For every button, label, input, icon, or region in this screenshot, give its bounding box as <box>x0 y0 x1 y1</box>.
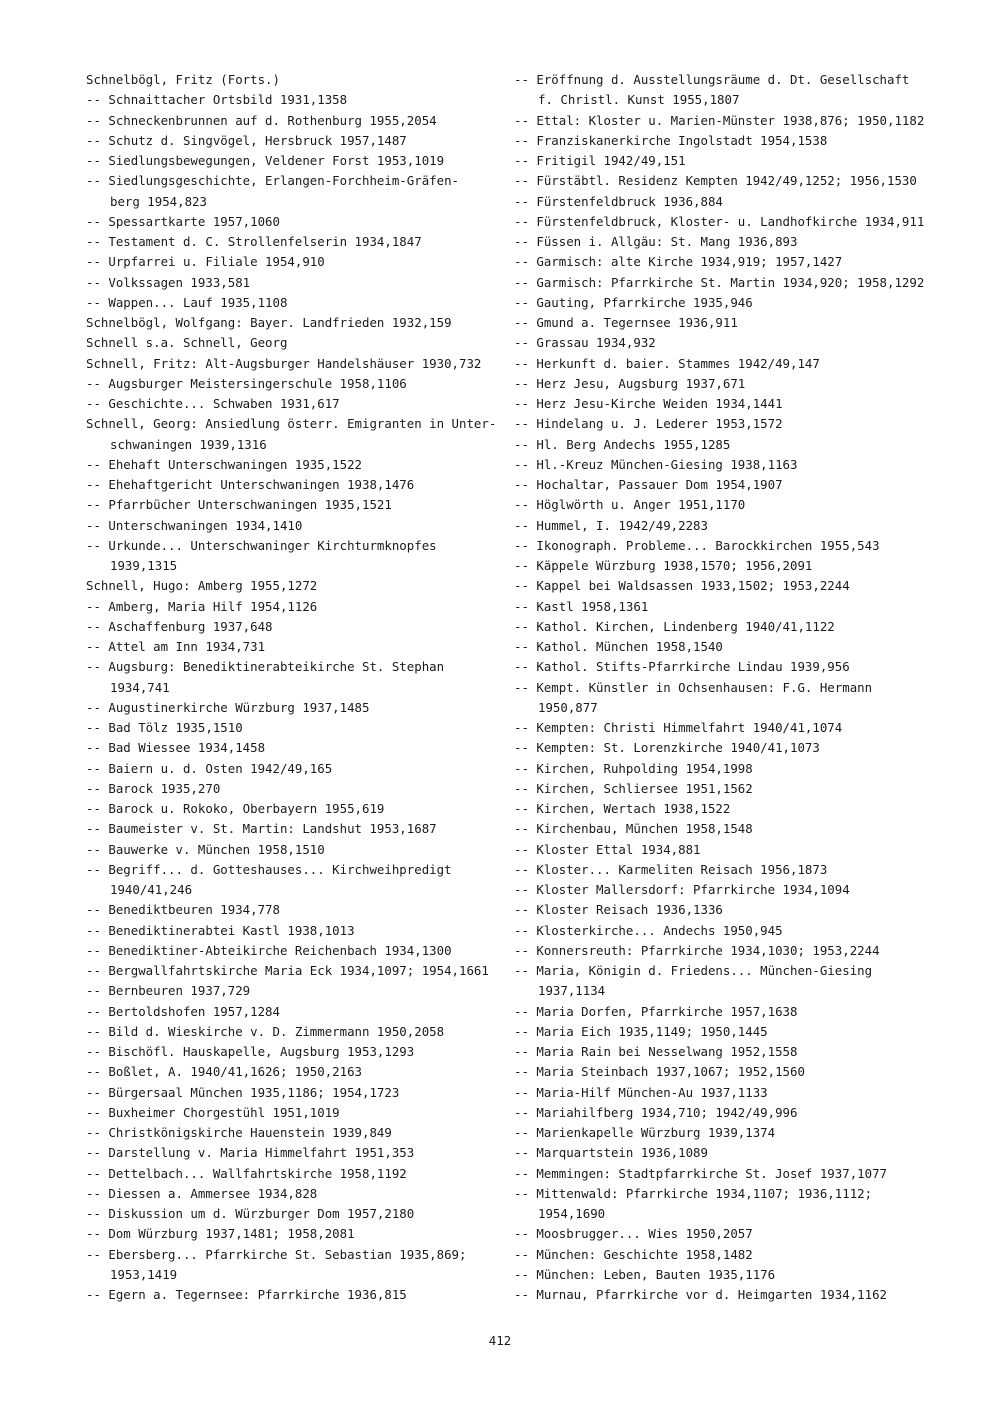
index-entry <box>514 536 934 556</box>
index-entry-text: Schnell, Fritz: Alt-Augsburger Handelshäuser 1930,732 <box>86 355 482 371</box>
index-entry <box>86 1143 506 1163</box>
index-entry <box>514 840 934 860</box>
index-entry-text: -- Boßlet, A. 1940/41,1626; 1950,2163 <box>86 1064 363 1080</box>
index-entry-text: Schnell, Hugo: Amberg 1955,1272 <box>86 578 318 594</box>
index-column-right <box>514 70 934 1305</box>
index-entry <box>514 1083 934 1103</box>
index-entry <box>86 759 506 779</box>
index-entry-text: -- Bernbeuren 1937,729 <box>86 983 251 999</box>
index-entry <box>86 921 506 941</box>
index-entry <box>514 313 934 333</box>
index-entry <box>514 70 934 111</box>
index-entry-text: -- Schnaittacher Ortsbild 1931,1358 <box>86 92 348 108</box>
index-entry <box>86 1022 506 1042</box>
index-entry <box>86 779 506 799</box>
index-entry-text: -- Maria, Königin d. Friedens... München-Giesing <box>514 963 873 978</box>
index-entry-text: -- Egern a. Tegernsee: Pfarrkirche 1936,815 <box>86 1287 407 1302</box>
index-entry <box>514 1022 934 1042</box>
index-entry-text: -- Fritigil 1942/49,151 <box>514 153 686 168</box>
index-entry-text: -- Kathol. Stifts-Pfarrkirche Lindau 1939,956 <box>514 659 850 675</box>
index-entry-text: -- Hochaltar, Passauer Dom 1954,1907 <box>514 477 783 492</box>
index-entry <box>86 111 506 131</box>
index-entry <box>86 313 506 333</box>
index-entry <box>86 354 506 374</box>
index-entry <box>86 1042 506 1062</box>
index-entry <box>514 678 934 719</box>
index-entry-text: -- Murnau, Pfarrkirche vor d. Heimgarten 1934,1162 <box>514 1287 887 1302</box>
index-entry-text: -- Schneckenbrunnen auf d. Rothenburg 1955,2054 <box>86 112 437 128</box>
index-entry <box>86 738 506 758</box>
index-entry <box>514 799 934 819</box>
index-entry <box>86 860 506 901</box>
index-entry <box>514 293 934 313</box>
index-entry <box>514 779 934 799</box>
index-entry-text: -- Bischöfl. Hauskapelle, Augsburg 1953,1293 <box>86 1044 415 1059</box>
index-entry-text: -- Baumeister v. St. Martin: Landshut 1953,1687 <box>86 821 437 837</box>
index-entry-text: -- Franziskanerkirche Ingolstadt 1954,1538 <box>514 132 828 148</box>
index-entry-text: -- Benediktiner-Abteikirche Reichenbach 1934,1300 <box>86 942 452 958</box>
index-entry-text: -- Hindelang u. J. Lederer 1953,1572 <box>514 416 783 432</box>
index-entry <box>86 414 506 455</box>
index-entry <box>514 860 934 880</box>
index-entry <box>514 495 934 515</box>
index-entry <box>514 1103 934 1123</box>
index-entry <box>86 961 506 981</box>
index-entry-text: -- Marienkapelle Würzburg 1939,1374 <box>514 1125 776 1140</box>
index-entry-text: -- Benediktbeuren 1934,778 <box>86 902 280 918</box>
index-entry <box>86 536 506 577</box>
index-entry <box>86 516 506 536</box>
index-entry <box>514 1062 934 1082</box>
index-entry-text: -- Testament d. C. Strollenfelserin 1934,1847 <box>86 234 422 249</box>
index-entry-text: -- Barock u. Rokoko, Oberbayern 1955,619 <box>86 801 385 816</box>
index-entry <box>86 475 506 495</box>
index-entry <box>514 819 934 839</box>
index-entry <box>86 70 506 90</box>
index-entry <box>86 1002 506 1022</box>
index-entry-text: -- Pfarrbücher Unterschwaningen 1935,1521 <box>86 497 392 513</box>
index-entry-text: -- München: Leben, Bauten 1935,1176 <box>514 1266 776 1282</box>
index-entry-text: -- Spessartkarte 1957,1060 <box>86 213 280 229</box>
index-entry-text: -- Kempten: Christi Himmelfahrt 1940/41,1074 <box>514 720 843 735</box>
index-entry <box>86 799 506 819</box>
index-entry-text: -- Bauwerke v. München 1958,1510 <box>86 841 325 857</box>
index-entry-text: -- Bürgersaal München 1935,1186; 1954,1723 <box>86 1084 400 1100</box>
index-entry-continuation: schwaningen 1939,1316 <box>110 436 267 452</box>
index-entry-continuation: 1954,1690 <box>538 1206 606 1221</box>
index-entry-text: -- Attel am Inn 1934,731 <box>86 639 266 654</box>
index-entry <box>514 151 934 171</box>
index-entry-text: -- Grassau 1934,932 <box>514 335 656 351</box>
index-entry-text: -- Barock 1935,270 <box>86 780 221 796</box>
index-entry <box>86 293 506 313</box>
index-entry-text: -- Käppele Würzburg 1938,1570; 1956,2091 <box>514 558 813 573</box>
index-entry <box>514 738 934 758</box>
index-entry-text: -- Kirchen, Ruhpolding 1954,1998 <box>514 760 753 776</box>
index-entry <box>514 921 934 941</box>
index-entry-text: -- Begriff... d. Gotteshauses... Kirchweihpredigt <box>86 861 452 877</box>
index-entry <box>86 212 506 232</box>
index-entry-text: -- Kloster Mallersdorf: Pfarrkirche 1934,1094 <box>514 882 850 897</box>
index-entry-text: -- Gmund a. Tegernsee 1936,911 <box>514 315 738 330</box>
index-entry-text: Schnell s.a. Schnell, Georg <box>86 335 288 351</box>
index-entry-text: -- Kloster Ettal 1934,881 <box>514 841 701 857</box>
index-entry <box>86 1245 506 1286</box>
index-entry-text: -- Mariahilfberg 1934,710; 1942/49,996 <box>514 1104 798 1120</box>
index-entry-text: -- Geschichte... Schwaben 1931,617 <box>86 396 340 411</box>
index-entry <box>514 556 934 576</box>
index-entry <box>86 90 506 110</box>
index-entry <box>514 354 934 374</box>
index-entry-text: -- Amberg, Maria Hilf 1954,1126 <box>86 598 318 614</box>
index-entry <box>86 819 506 839</box>
index-entry-text: -- Hummel, I. 1942/49,2283 <box>514 517 708 533</box>
index-entry <box>514 131 934 151</box>
index-entry <box>86 171 506 212</box>
index-entry-text: -- Aschaffenburg 1937,648 <box>86 618 273 634</box>
index-entry-text: -- Diskussion um d. Würzburger Dom 1957,2180 <box>86 1206 415 1221</box>
index-entry-text: -- Klosterkirche... Andechs 1950,945 <box>514 922 783 938</box>
index-entry-text: -- Ehehaft Unterschwaningen 1935,1522 <box>86 456 363 472</box>
index-entry <box>514 192 934 212</box>
index-entry-text: -- Siedlungsgeschichte, Erlangen-Forchheim-Gräfen- <box>86 173 459 189</box>
index-entry-text: -- Schutz d. Singvögel, Hersbruck 1957,1487 <box>86 132 407 148</box>
index-entry <box>514 252 934 272</box>
index-entry-text: -- Diessen a. Ammersee 1934,828 <box>86 1185 318 1201</box>
index-entry <box>514 1123 934 1143</box>
index-entry-text: -- Höglwörth u. Anger 1951,1170 <box>514 497 746 513</box>
index-entry-text: -- Kathol. München 1958,1540 <box>514 639 723 654</box>
index-entry-text: Schnelbögl, Wolfgang: Bayer. Landfrieden 1932,159 <box>86 315 452 330</box>
index-entry <box>86 576 506 596</box>
index-entry-text: -- Urkunde... Unterschwaninger Kirchturmknopfes <box>86 537 437 553</box>
index-entry <box>86 1285 506 1305</box>
index-entry <box>86 1123 506 1143</box>
index-entry-text: -- Ehehaftgericht Unterschwaningen 1938,1476 <box>86 477 415 492</box>
index-entry-text: -- München: Geschichte 1958,1482 <box>514 1246 753 1262</box>
index-entry-text: -- Urpfarrei u. Filiale 1954,910 <box>86 254 325 270</box>
index-entry-text: -- Dom Würzburg 1937,1481; 1958,2081 <box>86 1226 355 1242</box>
index-column-left <box>86 70 506 1305</box>
page-number: 412 <box>488 1333 512 1348</box>
index-entry <box>86 455 506 475</box>
index-entry-continuation: 1940/41,246 <box>110 882 193 897</box>
index-entry-text: -- Hl. Berg Andechs 1955,1285 <box>514 436 731 452</box>
index-entry-continuation: 1937,1134 <box>538 983 606 999</box>
index-entry <box>86 657 506 698</box>
index-entry <box>86 1062 506 1082</box>
index-entry-text: -- Kirchen, Schliersee 1951,1562 <box>514 780 753 796</box>
index-entry <box>514 455 934 475</box>
index-entry <box>514 900 934 920</box>
index-entry <box>514 637 934 657</box>
index-entry <box>514 273 934 293</box>
index-entry-text: -- Unterschwaningen 1934,1410 <box>86 517 303 533</box>
index-entry <box>514 657 934 677</box>
index-entry-text: -- Garmisch: alte Kirche 1934,919; 1957,1427 <box>514 254 843 270</box>
index-entry-text: -- Moosbrugger... Wies 1950,2057 <box>514 1226 753 1242</box>
index-entry-text: -- Christkönigskirche Hauenstein 1939,849 <box>86 1125 392 1140</box>
index-entry-text: -- Ikonograph. Probleme... Barockkirchen 1955,543 <box>514 537 880 553</box>
index-entry <box>86 718 506 738</box>
index-entry <box>514 1245 934 1265</box>
index-entry <box>514 394 934 414</box>
index-entry-text: -- Herkunft d. baier. Stammes 1942/49,147 <box>514 355 820 371</box>
index-entry <box>514 1224 934 1244</box>
index-entry <box>86 1204 506 1224</box>
index-entry <box>514 1285 934 1305</box>
index-entry-text: -- Darstellung v. Maria Himmelfahrt 1951,353 <box>86 1145 415 1161</box>
index-entry-text: -- Herz Jesu, Augsburg 1937,671 <box>514 375 746 391</box>
index-entry-text: -- Augustinerkirche Würzburg 1937,1485 <box>86 699 370 715</box>
index-entry <box>514 597 934 617</box>
index-entry <box>86 1224 506 1244</box>
index-entry <box>86 941 506 961</box>
index-entry <box>514 212 934 232</box>
index-entry-text: -- Fürstenfeldbruck, Kloster- u. Landhofkirche 1934,911 <box>514 213 925 229</box>
index-entry <box>514 435 934 455</box>
index-entry <box>514 576 934 596</box>
index-entry <box>514 759 934 779</box>
index-entry-continuation: f. Christl. Kunst 1955,1807 <box>538 92 740 108</box>
index-entry-text: -- Kloster Reisach 1936,1336 <box>514 902 723 918</box>
index-entry <box>86 232 506 252</box>
index-entry-text: -- Augsburg: Benediktinerabteikirche St. Stephan <box>86 659 445 675</box>
index-entry-text: -- Augsburger Meistersingerschule 1958,1106 <box>86 375 407 391</box>
index-entry-text: -- Fürstenfeldbruck 1936,884 <box>514 193 723 209</box>
index-entry <box>86 374 506 394</box>
index-entry <box>86 495 506 515</box>
index-entry-text: -- Maria Eich 1935,1149; 1950,1445 <box>514 1023 768 1039</box>
index-entry-text: -- Maria Dorfen, Pfarrkirche 1957,1638 <box>514 1003 798 1019</box>
index-entry-text: -- Marquartstein 1936,1089 <box>514 1145 708 1161</box>
index-entry <box>86 131 506 151</box>
index-entry-text: -- Bertoldshofen 1957,1284 <box>86 1003 280 1019</box>
index-entry <box>86 1164 506 1184</box>
index-entry <box>514 414 934 434</box>
index-entry <box>86 698 506 718</box>
index-entry-text: -- Maria Rain bei Nesselwang 1952,1558 <box>514 1044 798 1059</box>
index-entry <box>514 111 934 131</box>
index-entry-text: -- Ebersberg... Pfarrkirche St. Sebastian 1935,869; <box>86 1246 467 1262</box>
index-entry-text: -- Volkssagen 1933,581 <box>86 274 251 290</box>
index-entry-text: -- Wappen... Lauf 1935,1108 <box>86 294 288 310</box>
index-entry-text: -- Hl.-Kreuz München-Giesing 1938,1163 <box>514 456 798 472</box>
index-entry <box>86 637 506 657</box>
index-entry <box>86 394 506 414</box>
index-entry-text: -- Kastl 1958,1361 <box>514 598 649 614</box>
index-entry-text: -- Kappel bei Waldsassen 1933,1502; 1953,2244 <box>514 578 850 594</box>
index-entry-text: Schnell, Georg: Ansiedlung österr. Emigranten in Unter- <box>86 416 497 432</box>
index-entry <box>514 171 934 191</box>
index-entry-continuation: 1950,877 <box>538 699 598 715</box>
index-entry-text: -- Buxheimer Chorgestühl 1951,1019 <box>86 1104 340 1120</box>
index-entry-text: -- Kempten: St. Lorenzkirche 1940/41,1073 <box>514 740 820 756</box>
index-entry-text: -- Baiern u. d. Osten 1942/49,165 <box>86 760 333 776</box>
index-entry <box>514 1143 934 1163</box>
index-entry-text: -- Siedlungsbewegungen, Veldener Forst 1953,1019 <box>86 153 445 168</box>
index-entry-text: -- Kempt. Künstler in Ochsenhausen: F.G. Hermann <box>514 679 873 695</box>
index-entry-text: -- Konnersreuth: Pfarrkirche 1934,1030; 1953,2244 <box>514 942 880 958</box>
index-entry <box>514 516 934 536</box>
index-entry <box>86 981 506 1001</box>
index-entry-text: -- Eröffnung d. Ausstellungsräume d. Dt. Gesellschaft <box>514 72 910 87</box>
index-entry <box>514 1002 934 1022</box>
index-entry <box>514 232 934 252</box>
index-entry <box>86 1083 506 1103</box>
index-entry-continuation: 1939,1315 <box>110 558 178 573</box>
index-entry <box>514 961 934 1002</box>
index-entry <box>514 475 934 495</box>
index-entry <box>514 333 934 353</box>
index-entry-text: -- Gauting, Pfarrkirche 1935,946 <box>514 294 753 310</box>
index-entry-text: -- Mittenwald: Pfarrkirche 1934,1107; 1936,1112; <box>514 1185 873 1201</box>
index-entry <box>86 900 506 920</box>
index-entry-text: -- Bad Wiessee 1934,1458 <box>86 740 266 756</box>
index-entry-text: -- Füssen i. Allgäu: St. Mang 1936,893 <box>514 234 798 249</box>
index-entry-text: -- Dettelbach... Wallfahrtskirche 1958,1192 <box>86 1165 407 1181</box>
index-entry <box>86 252 506 272</box>
index-entry-text: -- Bild d. Wieskirche v. D. Zimmermann 1950,2058 <box>86 1023 445 1039</box>
index-entry <box>86 273 506 293</box>
index-entry-text: -- Fürstäbtl. Residenz Kempten 1942/49,1252; 1956,1530 <box>514 173 917 189</box>
index-entry <box>86 333 506 353</box>
index-entry <box>514 1265 934 1285</box>
index-entry <box>514 941 934 961</box>
index-entry <box>514 1184 934 1225</box>
index-entry-text: -- Bad Tölz 1935,1510 <box>86 720 243 735</box>
index-entry-text: Schnelbögl, Fritz (Forts.) <box>86 72 280 87</box>
index-entry <box>86 1184 506 1204</box>
index-entry <box>514 374 934 394</box>
index-entry <box>86 1103 506 1123</box>
index-entry <box>86 597 506 617</box>
index-entry <box>514 1164 934 1184</box>
index-entry <box>86 151 506 171</box>
index-entry-text: -- Herz Jesu-Kirche Weiden 1934,1441 <box>514 396 783 411</box>
index-entry-continuation: 1934,741 <box>110 679 170 695</box>
index-entry <box>86 617 506 637</box>
index-entry <box>514 718 934 738</box>
index-entry-text: -- Kloster... Karmeliten Reisach 1956,1873 <box>514 861 828 877</box>
index-entry-text: -- Garmisch: Pfarrkirche St. Martin 1934,920; 1958,1292 <box>514 274 925 290</box>
index-entry-text: -- Ettal: Kloster u. Marien-Münster 1938,876; 1950,1182 <box>514 112 925 128</box>
index-entry-text: -- Maria-Hilf München-Au 1937,1133 <box>514 1084 768 1100</box>
index-entry <box>514 880 934 900</box>
index-entry-text: -- Kathol. Kirchen, Lindenberg 1940/41,1122 <box>514 618 835 634</box>
index-entry <box>86 840 506 860</box>
index-entry-text: -- Maria Steinbach 1937,1067; 1952,1560 <box>514 1064 805 1080</box>
index-entry-text: -- Kirchenbau, München 1958,1548 <box>514 821 753 837</box>
index-entry-text: -- Memmingen: Stadtpfarrkirche St. Josef 1937,1077 <box>514 1165 887 1181</box>
index-entry-text: -- Kirchen, Wertach 1938,1522 <box>514 801 731 816</box>
index-entry-text: -- Bergwallfahrtskirche Maria Eck 1934,1097; 1954,1661 <box>86 963 489 978</box>
index-entry <box>514 1042 934 1062</box>
index-entry-continuation: 1953,1419 <box>110 1266 178 1282</box>
index-entry-continuation: berg 1954,823 <box>110 193 207 209</box>
index-entry-text: -- Benediktinerabtei Kastl 1938,1013 <box>86 922 355 938</box>
index-entry <box>514 617 934 637</box>
